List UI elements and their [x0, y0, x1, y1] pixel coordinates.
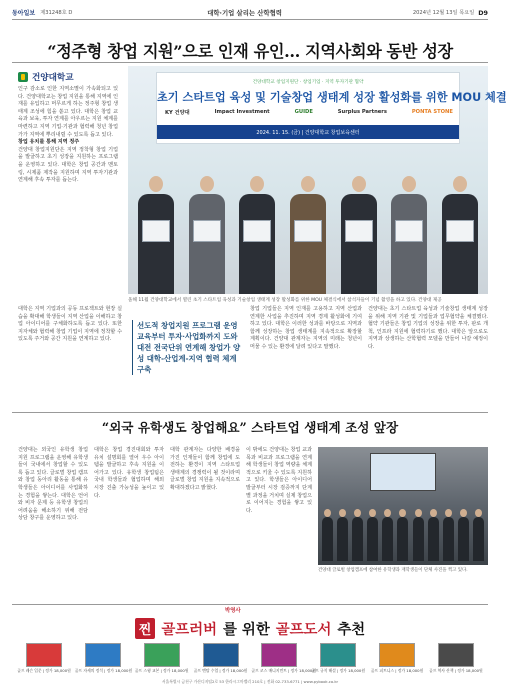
university-logo	[18, 71, 74, 83]
section-title: 대학·기업 살리는 산학협력	[207, 9, 282, 17]
page-number: D9	[478, 8, 488, 17]
partner-logo: GUIDE	[294, 109, 313, 115]
banner-small-text: 건양대학교 창업지원단 · 창업기업 · 지역 투자기관 협약	[252, 80, 364, 85]
article1-column-4	[368, 306, 488, 408]
book-label: 골프 역사 산책 | 정가 18,000원	[429, 668, 483, 673]
book-cover	[85, 643, 121, 667]
article2-col3-text: 대학 관계자는 다양한 배경을 가진 인재들이 함께 창업에 도전하는 환경이 지역 스타트업 생태계의 경쟁력이 될 것이라며 글로벌 창업 지원을 지속적으로 확대하겠다고 밝혔다.	[170, 447, 240, 491]
book-item[interactable]	[75, 643, 131, 677]
publisher-logo: 박영사	[225, 608, 241, 614]
book-label: 골프 멘탈 수업 | 정가 18,000원	[193, 668, 248, 673]
ad-title-chip: 찐	[135, 618, 156, 639]
book-list	[16, 643, 484, 677]
advertisement	[12, 604, 488, 684]
participant	[339, 176, 379, 294]
article2-photo	[318, 447, 488, 565]
partner-logo: Impact Investment	[214, 109, 270, 115]
mou-banner	[156, 72, 507, 144]
partner-logo: Surplus Partners	[337, 109, 387, 115]
participant	[136, 176, 176, 294]
article2-column-1	[18, 447, 88, 597]
participant	[389, 176, 429, 294]
participant	[440, 176, 480, 294]
article1-col1-text: 인구 감소로 인한 지역소멸이 가속화되고 있다. 건양대학교는 창업 지원을 통해 지역에 인재를 유입하고 머무르게 하는 정주형 창업 생태계 조성에 힘을 쏟고 있다. 대학은 창업 교육과 보육, 투자 연계를 아우르는 지원 체계를 마련하고 지역 기업·기관과 협력해 청년 창업가가 지역에 뿌리내릴 수 있도록 돕고 있다.	[18, 86, 118, 138]
book-item[interactable]	[16, 643, 72, 677]
article2-column-4	[246, 447, 312, 597]
book-item[interactable]	[369, 643, 425, 677]
book-label: 골프 규칙 해설 | 정가 18,000원	[311, 668, 366, 673]
book-label: 골프 자세의 정석 | 정가 18,000원	[74, 668, 133, 673]
book-cover	[379, 643, 415, 667]
book-label: 골프 코스 매니지먼트 | 정가 18,000원	[251, 668, 316, 673]
divider	[12, 62, 488, 63]
book-item[interactable]	[193, 643, 249, 677]
book-label: 골프 스윙 교본 | 정가 18,000원	[134, 668, 189, 673]
article2-photo-caption: 건양대 글로벌 창업캠프에 참여한 유학생과 재학생들이 단체 사진을 찍고 있다.	[318, 568, 468, 573]
article2-column-2	[94, 447, 164, 597]
book-cover	[144, 643, 180, 667]
ad-footer: 서울특별시 금천구 가산디지털2로 53 한라시그마밸리 210호 | 전화 02-733-6771 | www.pybook.co.kr	[161, 679, 339, 684]
book-item[interactable]	[251, 643, 316, 677]
banner-logos	[165, 109, 453, 116]
article1-headline: “정주형 창업 지원”으로 인재 유인… 지역사회와 동반 성장	[47, 42, 453, 61]
article2-col2-text: 대학은 창업 경진대회와 투자 유치 설명회를 열어 우수 아이템을 발굴하고 후속 지원을 이어가고 있다. 유학생 창업팀은 국내 학생들과 협업하며 해외 시장 진출 가능성을 높이고 있다.	[94, 447, 164, 499]
partner-logo: PONTA STONE	[411, 109, 453, 115]
presentation-screen	[370, 453, 436, 491]
book-item[interactable]	[134, 643, 190, 677]
ad-title	[12, 614, 488, 642]
newspaper-name: 동아일보	[12, 10, 36, 17]
book-cover	[26, 643, 62, 667]
issue-date: 2024년 12월 13일 목요일	[412, 10, 475, 16]
article1-photo	[128, 66, 507, 294]
university-name: 건양대학교	[32, 73, 74, 83]
article2-col1-text: 건양대는 외국인 유학생 창업 지원 프로그램을 운영해 유학생들이 국내에서 창업할 수 있도록 돕고 있다. 글로벌 창업 캠프와 창업 동아리 활동을 통해 유학생들은 아이디어를 사업화하는 경험을 쌓는다. 대학은 언어와 비자 문제 등 유학생 창업의 어려움을 해소하기 위해 전담 상담 창구를 운영하고 있다.	[18, 447, 88, 522]
article1-column-3	[250, 306, 362, 408]
article1-photo-caption: 올해 11월 건양대학교에서 열린 초기 스타트업 육성과 기술창업 생태계 성장 활성화를 위한 MOU 체결식에서 참석자들이 기념 촬영을 하고 있다. 건양대 제공	[128, 298, 442, 303]
book-label: 골프 피트니스 | 정가 18,000원	[370, 668, 424, 673]
article1-subhead: 창업 유치를 통해 지역 정주	[18, 139, 80, 146]
article2-column-3	[170, 447, 240, 597]
ad-title-word: 를 위한	[223, 620, 270, 638]
participant	[288, 176, 328, 294]
article2-headline: “외국 유학생도 창업해요” 스타트업 생태계 조성 앞장	[101, 420, 399, 435]
article1-col1-text2: 건양대 창업지원단은 지역 정착형 창업 기업을 발굴하고 초기 성장을 지원하는 프로그램을 운영하고 있다. 대학은 창업 공간과 멘토링, 시제품 제작을 지원하며 지역 투자기관과 연계해 후속 투자를 돕는다.	[18, 146, 118, 184]
masthead	[12, 6, 488, 20]
book-item[interactable]	[310, 643, 366, 677]
book-cover	[438, 643, 474, 667]
article1-col3-text: 창업 기업들은 지역 인재를 고용하고 지역 산업과 연계한 사업을 추진하며 지역 경제 활성화에 기여하고 있다. 대학은 이러한 성과를 바탕으로 지역과 함께 성장하는 창업 생태계를 지속적으로 확장할 계획이다. 건양대 관계자는 지역의 미래는 청년이 머물 수 있는 환경에 달려 있다고 말했다.	[250, 306, 362, 350]
banner-title: 초기 스타트업 육성 및 기술창업 생태계 성장 활성화를 위한 MOU 체결	[157, 91, 507, 104]
article2-col4-text: 이 밖에도 건양대는 창업 교과목과 비교과 프로그램을 연계해 학생들이 창업 역량을 체계적으로 키울 수 있도록 지원하고 있다. 학생들은 아이디어 발굴부터 시장 검증까지 단계별 과정을 거치며 실제 창업으로 이어지는 경험을 쌓고 있다.	[246, 447, 312, 514]
article1-right-text: 건양대는 초기 스타트업 육성과 기술창업 생태계 성장을 위해 지역 기관 및 기업들과 업무협약을 체결했다. 협약 기관들은 창업 기업의 성장을 위한 투자, 판로 개척, 인프라 지원에 협력하기로 했다. 대학은 앞으로도 지역과 상생하는 산학협력 모델을 만들어 나갈 예정이다.	[368, 306, 488, 350]
participant	[237, 176, 277, 294]
article1-col2-text: 대학은 지역 기업과의 공동 프로젝트와 현장 실습을 확대해 학생들이 지역 산업을 이해하고 창업 아이디어를 구체화하도록 돕고 있다. 또한 지자체와 협력해 창업 기업이 지역에 정착할 수 있도록 주거와 공간 지원을 연계하고 있다.	[18, 306, 122, 343]
group-photo	[322, 499, 484, 561]
divider	[12, 412, 488, 413]
book-cover	[261, 643, 297, 667]
article1-column-2	[18, 306, 122, 408]
participant	[187, 176, 227, 294]
article1-column-1	[18, 86, 118, 294]
ad-title-word: 골프도서	[275, 620, 332, 638]
article1-pullquote: 선도적 창업지원 프로그램 운영 교육부터 투자·사업화까지 도와 대전 전국단위 연계해 창업가 양성 대학-산업계-지역 협력 체계 구축	[132, 320, 244, 375]
book-cover	[320, 643, 356, 667]
partner-logo: KY 건양대	[165, 110, 190, 116]
banner-event-info: 2024. 11. 15. (금) | 건양대학교 창업보육센터	[157, 125, 459, 139]
book-label: 골프 레슨 입문 | 정가 18,000원	[17, 668, 71, 673]
book-item[interactable]	[428, 643, 484, 677]
ad-title-word: 골프러버	[161, 620, 218, 638]
signing-participants	[136, 160, 480, 294]
ad-title-word: 추천	[337, 620, 366, 638]
book-cover	[203, 643, 239, 667]
university-mark-icon	[18, 72, 28, 82]
issue-number: 제31248호 D	[40, 10, 73, 16]
